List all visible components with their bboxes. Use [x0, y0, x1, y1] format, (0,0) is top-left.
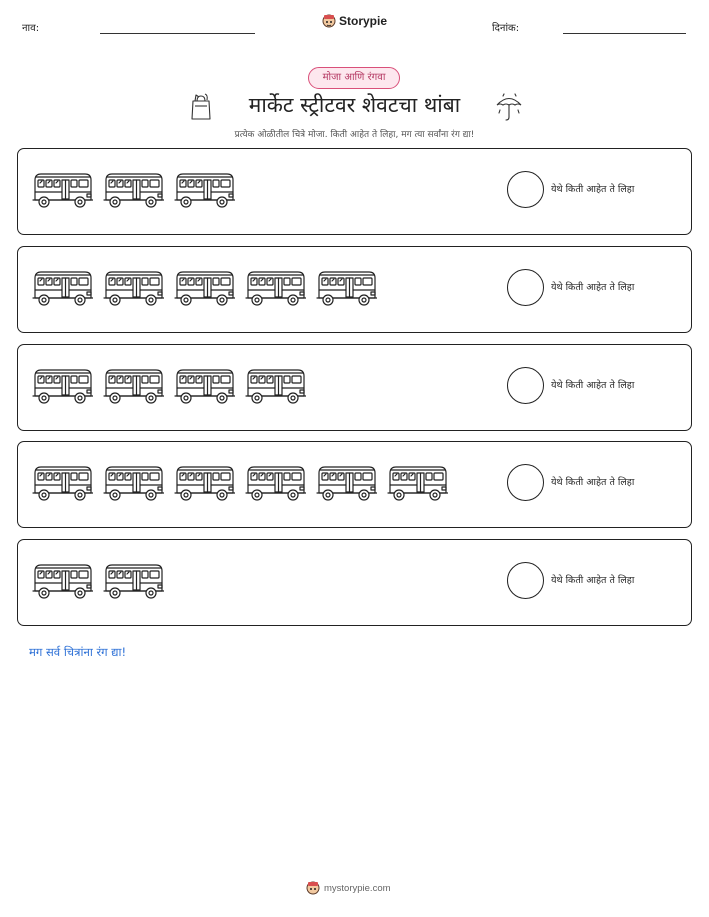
write-count-label: येथे किती आहेत ते लिहा	[551, 184, 635, 195]
counting-row	[17, 344, 692, 431]
umbrella-icon	[494, 90, 524, 122]
page-title: मार्केट स्ट्रीटवर शेवटचा थांबा	[248, 93, 461, 117]
bus-icon	[173, 170, 235, 210]
footer-url: mystorypie.com	[324, 882, 391, 894]
bus-icon	[31, 463, 93, 503]
bus-icon	[102, 463, 164, 503]
counting-row	[17, 246, 692, 333]
counting-row	[17, 441, 692, 528]
bus-icon	[102, 268, 164, 308]
bus-icon	[31, 170, 93, 210]
instructions: प्रत्येक ओळीतील चित्रे मोजा. किती आहेत ते लिहा, मग त्या सर्वांना रंग द्या!	[234, 130, 475, 140]
counting-row	[17, 539, 692, 626]
brand-name: Storypie	[339, 14, 388, 28]
storypie-logo-icon	[306, 880, 320, 896]
bus-icon	[173, 463, 235, 503]
date-line[interactable]	[563, 33, 686, 34]
write-count-label: येथे किती आहेत ते लिहा	[551, 575, 635, 587]
name-line[interactable]	[100, 33, 255, 34]
bus-icon	[386, 463, 448, 503]
bus-icon	[315, 268, 377, 308]
counting-row	[17, 148, 692, 235]
answer-circle[interactable]	[507, 269, 544, 306]
color-instruction: मग सर्व चित्रांना रंग द्या!	[29, 645, 127, 659]
bus-icon	[173, 366, 235, 406]
bus-icon	[102, 561, 164, 601]
write-count-label: येथे किती आहेत ते लिहा	[551, 281, 635, 293]
bus-icon	[244, 366, 306, 406]
bus-icon	[102, 170, 164, 210]
bus-icon	[31, 366, 93, 406]
bus-icon	[244, 463, 306, 503]
bus-icon	[102, 366, 164, 406]
write-count-label: येथे किती आहेत ते लिहा	[551, 477, 635, 489]
answer-circle[interactable]	[507, 171, 544, 208]
bus-icon	[173, 268, 235, 308]
storypie-logo-icon	[322, 13, 336, 29]
write-count-label: येथे किती आहेत ते लिहा	[551, 379, 635, 391]
activity-badge: मोजा आणि रंगवा	[308, 67, 400, 89]
bus-icon	[244, 268, 306, 308]
bus-icon	[31, 268, 93, 308]
name-label: नाव:	[22, 23, 40, 34]
answer-circle[interactable]	[507, 367, 544, 404]
date-label: दिनांक:	[492, 23, 520, 34]
brand-logo	[322, 13, 387, 29]
bus-icon	[315, 463, 377, 503]
bus-icon	[31, 561, 93, 601]
footer-site	[306, 880, 391, 896]
answer-circle[interactable]	[507, 464, 544, 501]
answer-circle[interactable]	[507, 562, 544, 599]
